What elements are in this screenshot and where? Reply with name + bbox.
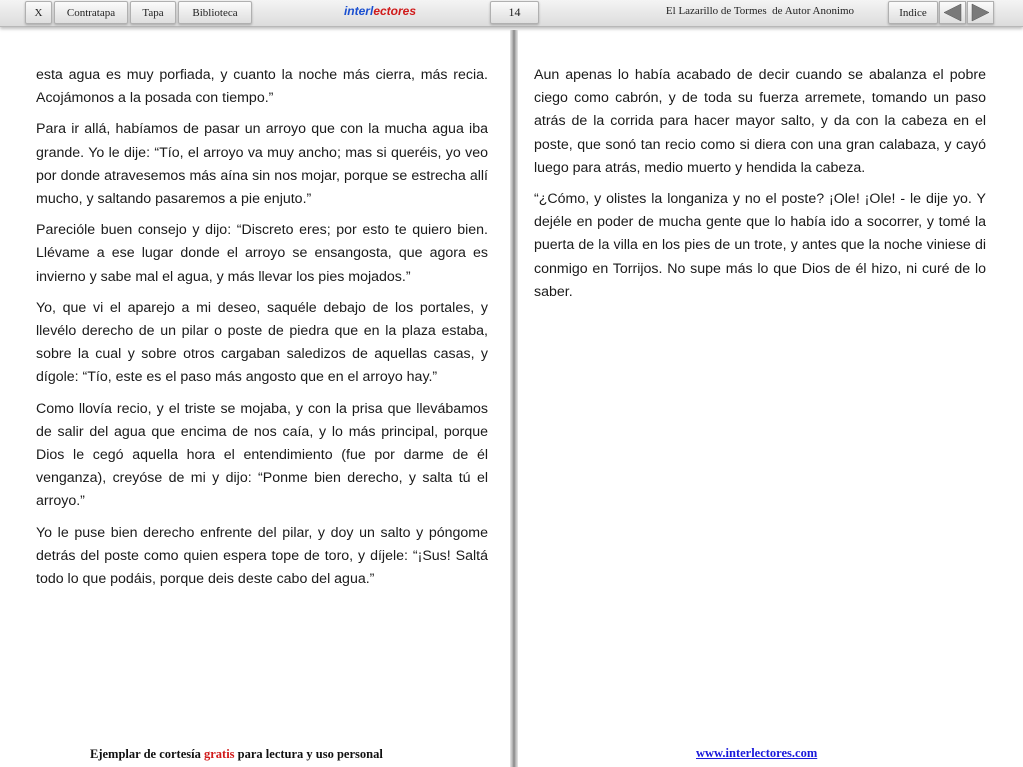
paragraph: Como llovía recio, y el triste se mojaba, y con la prisa que llevábamos de salir del agua que encima de nos caía, y lo más principal, porque Dios le cegó aquella hora el entendimiento (fue por darme de él venganza), creyóse de mi y dijo: “Ponme bien derecho, y salta tú el arroyo.” [36,400,488,510]
courtesy-part1: Ejemplar de cortesía [90,747,204,761]
paragraph: Parecióle buen consejo y dijo: “Discreto eres; por esto te quiero bien. Llévame a ese lugar donde el arroyo se ensangosta, que agora es invierno y sabe mal el agua, y más llevar los pies mojados.” [36,222,488,285]
brand-part2: ectores [373,4,417,18]
brand-part1: interl [343,4,374,18]
brand-logo [330,4,430,18]
next-page-button[interactable] [967,1,994,24]
right-page [534,64,986,312]
page-number-field[interactable]: 14 [490,1,539,24]
left-page [36,64,488,599]
indice-button[interactable]: Indice [888,1,938,24]
biblioteca-button[interactable]: Biblioteca [178,1,252,24]
triangle-left-icon [940,2,965,23]
triangle-right-icon [968,2,993,23]
paragraph: Aun apenas lo había acabado de decir cuando se abalanza el pobre ciego como cabrón, y de toda su fuerza arremete, tomando un paso atrás de la corrida para hacer mayor salto, y da con la cabeza en el poste, que sonó tan recio como si diera con una gran calabaza, y cayó luego para atrás, medio muerto y hendida la cabeza. [534,67,986,176]
contratapa-button[interactable]: Contratapa [54,1,128,24]
courtesy-gratis: gratis [203,747,235,761]
close-button[interactable]: X [25,1,52,24]
paragraph: esta agua es muy porfiada, y cuanto la noche más cierra, más recia. Acojámonos a la posada con tiempo.” [36,67,488,107]
toolbar [0,0,1023,27]
paragraph: Para ir allá, habíamos de pasar un arroyo que con la mucha agua iba grande. Yo le dije: “Tío, el arroyo va muy ancho; mas si queréis, yo veo por donde atravesemos más aína sin nos mojar, porque se estrecha allí mucho, y saltando pasaremos a pie enjuto.” [36,121,488,208]
book-spine [510,30,518,767]
courtesy-part3: para lectura y uso personal [234,747,383,761]
paragraph: Yo, que vi el aparejo a mi deseo, saquéle debajo de los portales, y llevélo derecho de un pilar o poste de piedra que en la plaza estaba, sobre la cual y sobre otros cargaban saledizos de aquellas casas, y dígole: “Tío, este es el paso más angosto que en el arroyo hay.” [36,299,488,386]
book-title: El Lazarillo de Tormes de Autor Anonimo [665,5,855,17]
paragraph: Yo le puse bien derecho enfrente del pilar, y doy un salto y póngome detrás del poste como quien espera tope de toro, y díjele: “¡Sus! Saltá todo lo que podáis, porque deis deste cabo del agua.” [36,524,488,588]
paragraph: “¿Cómo, y olistes la longaniza y no el poste? ¡Ole! ¡Ole! - le dije yo. Y dejéle en poder de mucha gente que lo había ido a socorrer, y tomé la puerta de la villa en los pies de un trote, y antes que la noche viniese di conmigo en Torrijos. No supe más lo que Dios de él hizo, ni curé de lo saber. [534,191,986,300]
website-link[interactable]: www.interlectores.com [696,746,818,760]
prev-page-button[interactable] [939,1,966,24]
tapa-button[interactable]: Tapa [130,1,176,24]
courtesy-note [90,747,383,762]
